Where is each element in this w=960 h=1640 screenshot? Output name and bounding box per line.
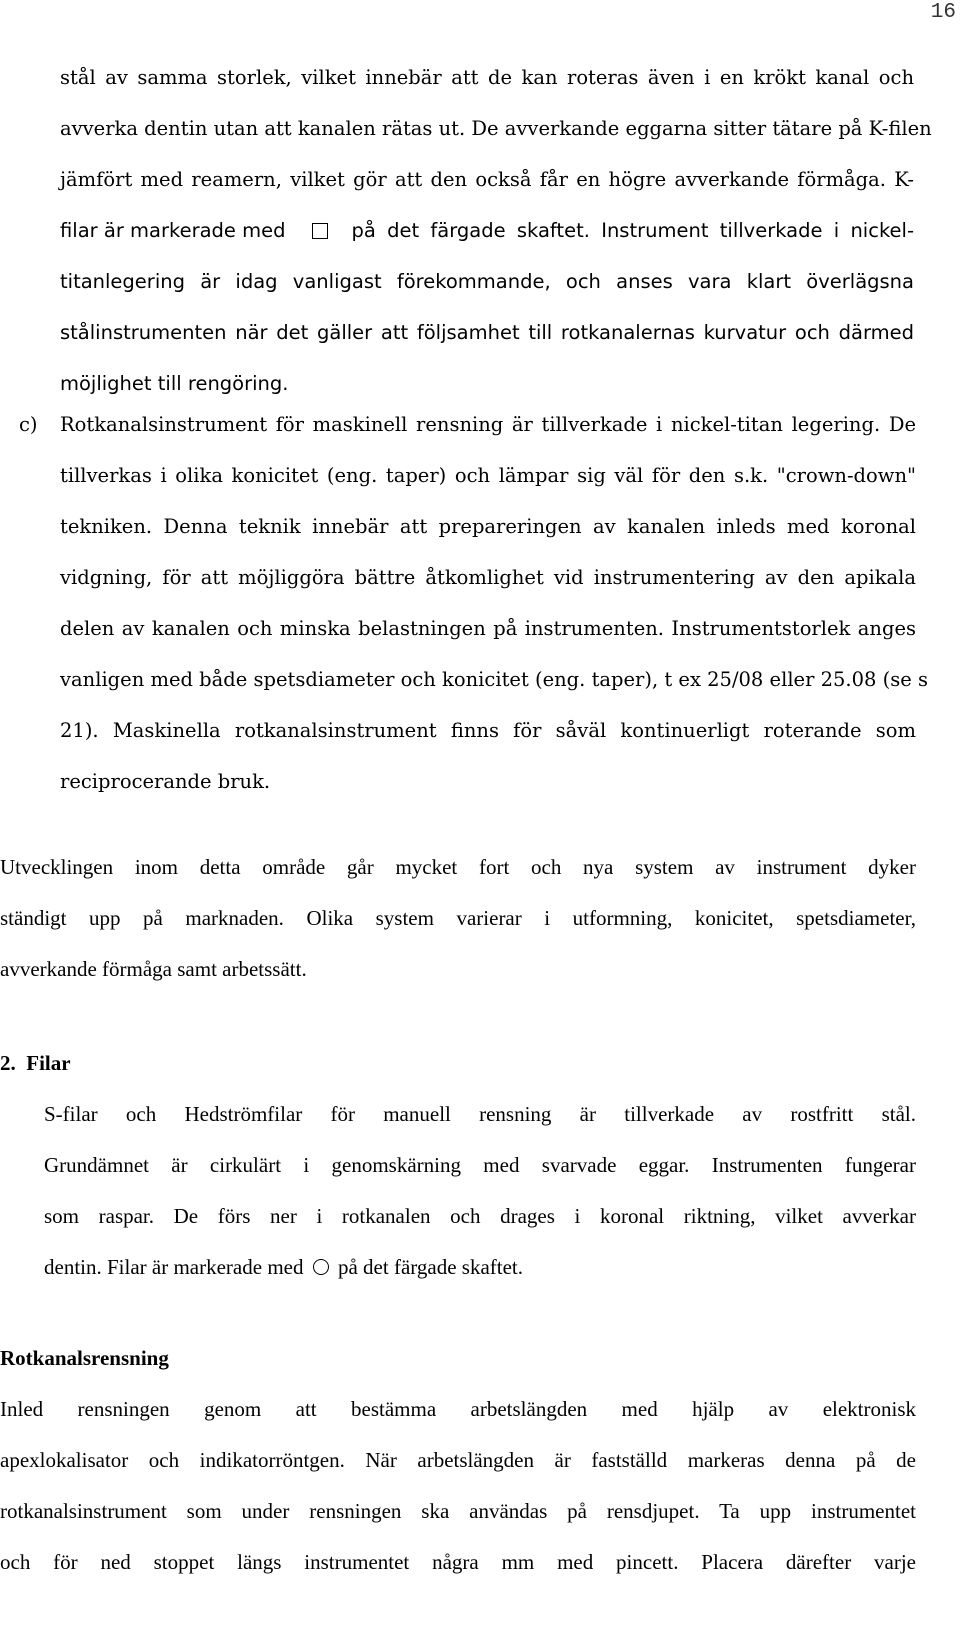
text-line: och för ned stoppet längs instrumentet några mm med pincett. Placera därefter varje: [0, 1550, 916, 1574]
text-line: jämfört med reamern, vilket gör att den också får en högre avverkande förmåga. K-: [60, 168, 914, 191]
section-rotkanalsrensning: [0, 1333, 916, 1588]
text-line: tekniken. Denna teknik innebär att prepareringen av kanalen inleds med koronal: [60, 515, 916, 538]
list-item-c: [0, 399, 928, 807]
text-line: reciprocerande bruk.: [60, 770, 271, 793]
section-filar: [0, 1038, 916, 1293]
text-line-with-square: [60, 205, 914, 256]
text-line: vanligen med både spetsdiameter och konicitet (eng. taper), t ex 25/08 eller 25.08 (se s: [60, 668, 928, 691]
text-line: avverkande förmåga samt arbetssätt.: [0, 957, 307, 981]
text-line-with-circle: [44, 1242, 916, 1293]
text-line: tillverkas i olika konicitet (eng. taper) och lämpar sig väl för den s.k. "crown-down": [60, 464, 916, 487]
text-line: Inled rensningen genom att bestämma arbetslängden med hjälp av elektronisk: [0, 1397, 916, 1421]
text-line: Utvecklingen inom detta område går mycket fort och nya system av instrument dyker: [0, 855, 916, 879]
text-line: 21). Maskinella rotkanalsinstrument finns för såväl kontinuerligt roterande som: [60, 719, 916, 742]
text-line: apexlokalisator och indikatorröntgen. När arbetslängden är fastställd markeras denna på de: [0, 1448, 916, 1472]
text-line: ständigt upp på marknaden. Olika system varierar i utformning, konicitet, spetsdiameter,: [0, 906, 916, 930]
circle-icon: [313, 1259, 329, 1275]
section-heading: 2. Filar: [0, 1051, 71, 1075]
text-line: titanlegering är idag vanligast förekommande, och anses vara klart överlägsna: [60, 270, 914, 293]
list-label: c): [19, 413, 38, 436]
section-heading: Rotkanalsrensning: [0, 1346, 169, 1370]
text-line: möjlighet till rengöring.: [60, 372, 289, 395]
text-line: Grundämnet är cirkulärt i genomskärning med svarvade eggar. Instrumenten fungerar: [44, 1153, 916, 1177]
list-item-line: [0, 399, 916, 450]
text-segment: på det färgade skaftet.: [337, 1255, 524, 1279]
text-line: vidgning, för att möjliggöra bättre åtkomlighet vid instrumentering av den apikala: [60, 566, 916, 589]
paragraph-k-files: [0, 52, 932, 409]
text-line: avverka dentin utan att kanalen rätas ut. De avverkande eggarna sitter tätare på K-filen: [60, 117, 932, 140]
text-line: stålinstrumenten när det gäller att följsamhet till rotkanalernas kurvatur och därmed: [60, 321, 914, 344]
text-line: rotkanalsinstrument som under rensningen ska användas på rensdjupet. Ta upp instrumentet: [0, 1499, 916, 1523]
text-line: stål av samma storlek, vilket innebär att de kan roteras även i en krökt kanal och: [60, 66, 914, 89]
text-line: Rotkanalsinstrument för maskinell rensning är tillverkade i nickel-titan legering. De: [60, 413, 916, 436]
text-segment: på det färgade skaftet. Instrument tillverkade i nickel-: [351, 219, 914, 242]
page-number: 16: [930, 1, 956, 24]
square-icon: [312, 223, 328, 239]
text-segment: filar är markerade med: [60, 219, 286, 242]
text-segment: dentin. Filar är markerade med: [44, 1255, 304, 1279]
text-line: S-filar och Hedströmfilar för manuell rensning är tillverkade av rostfritt stål.: [44, 1102, 916, 1126]
text-line: delen av kanalen och minska belastningen på instrumenten. Instrumentstorlek anges: [60, 617, 916, 640]
text-line: som raspar. De förs ner i rotkanalen och drages i koronal riktning, vilket avverkar: [44, 1204, 916, 1228]
paragraph-development: [0, 842, 916, 995]
